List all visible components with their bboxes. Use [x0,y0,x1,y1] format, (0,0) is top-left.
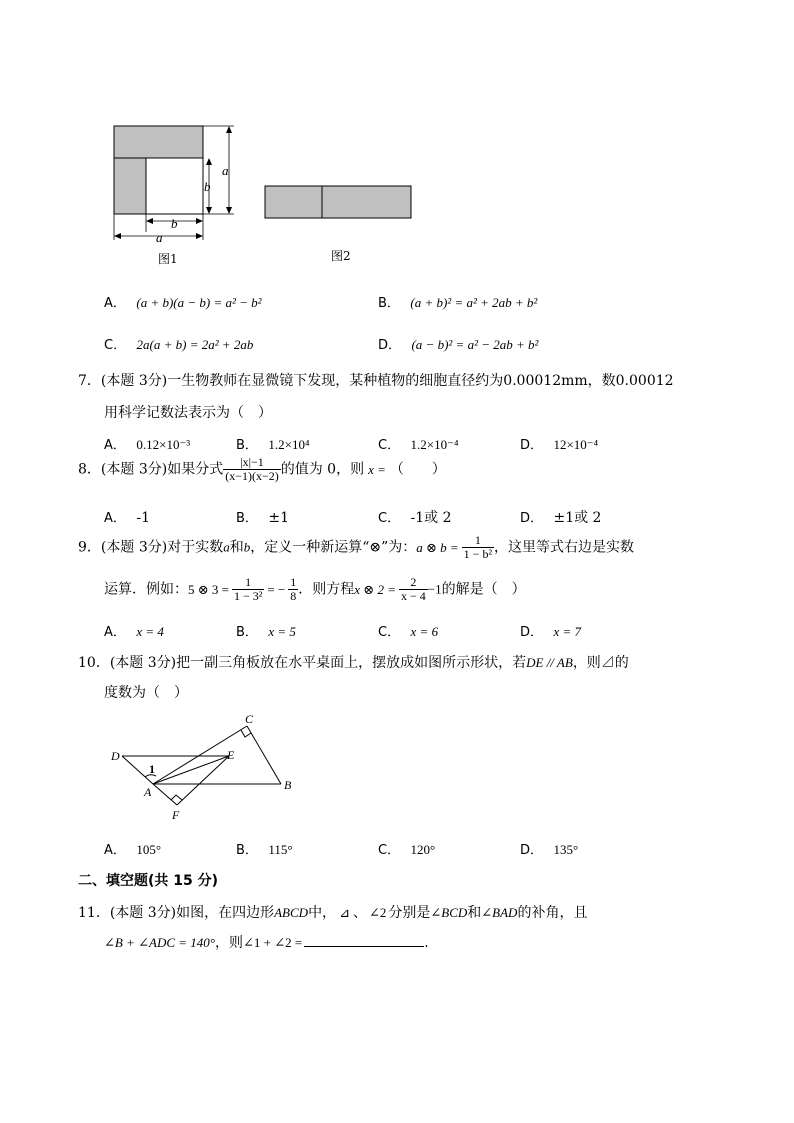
fraction-numerator: |x|−1 [223,456,281,470]
option-text: ±1 [268,510,290,526]
q8-option-d [520,507,601,527]
option-text: 1.2×10⁻⁴ [410,437,459,452]
option-text: (a + b)(a − b) = a² − b² [136,295,262,310]
q10-line-2: 度数为（ ） [104,685,188,701]
line-fe [177,756,229,805]
option-text: x = 4 [136,624,164,639]
fraction-denominator: 8 [290,589,297,604]
option-text: (a − b)² = a² − 2ab + b² [411,337,539,352]
fraction-def [462,534,494,561]
fraction-numerator: 1 [290,575,297,589]
fig1-label-a-bottom: a [156,230,163,245]
q10-option-d [520,839,578,858]
label-d: D [111,749,120,763]
fraction-denominator: (x−1)(x−2) [225,469,279,484]
q6-option-b [378,292,537,311]
figure-1-caption: 图1 [158,252,178,266]
q7-option-d [520,434,598,453]
text-and: 和 [467,905,482,921]
answer-blank[interactable] [304,934,424,947]
fig1-left-bar [114,158,146,214]
option-label: D． [520,843,544,858]
fig1-label-a-right: a [222,163,229,178]
fraction-example [232,576,264,603]
label-1: 1 [149,762,155,776]
option-label: B． [236,511,258,526]
math-var-b: b [243,539,251,555]
fig2-right-rect [322,186,411,218]
option-text: -1 [136,510,150,526]
given-equation: ∠B + ∠ADC = 140° [104,935,215,950]
option-text: 12×10⁻⁴ [553,437,599,452]
q10-line-1 [78,652,629,672]
q8-option-b [236,507,289,526]
quad-name: ABCD [274,905,309,920]
equation-lhs: x ⊗ 2 = [354,581,396,597]
fraction-denominator: 1 − b² [463,547,493,562]
fig1-label-b-bottom: b [171,216,178,231]
q8-option-a [104,507,150,526]
line-af [153,784,177,805]
question-text: 运算．例如： [104,581,188,598]
option-label: C． [104,338,127,353]
question-text-2: ，定义一种新运算“⊗”为： [250,539,417,556]
option-label: C． [378,438,401,453]
question-text: (本题 3分)如图，在四边形 [109,905,275,921]
angle-1: ⊿ [339,905,350,920]
period: . [424,935,429,951]
q7-option-c [378,434,459,453]
option-text: x = 6 [410,624,439,639]
option-label: D． [520,438,544,453]
angle-2: ∠2 [368,905,387,920]
q11-line-1 [78,902,587,922]
option-text: 135° [553,842,579,857]
question-text: ，则 [214,935,243,951]
text-and: 和 [229,539,244,556]
option-text: x = 5 [268,624,296,639]
fraction [223,456,281,483]
option-label: B． [236,438,258,453]
question-text-3: 分别是 [388,905,431,921]
figure-2 [262,183,414,221]
question-text-2: ，则⊿的 [572,655,629,671]
q6-option-d [378,334,538,353]
question-text: (本题 3分)对于实数 [100,539,224,556]
label-a: A [144,785,152,799]
question-text-2: 中， [308,905,337,921]
target-expr: ∠1 + ∠2 = [242,935,303,950]
option-label: C． [378,511,401,526]
math-var: x = [368,461,386,477]
figure-2-caption: 图2 [331,249,351,263]
q9-option-b [236,621,296,640]
fig2-left-rect [265,186,322,218]
parallel-expr: DE // AB [526,655,573,670]
fig1-top-bar [114,126,203,158]
q6-option-a [104,292,262,311]
math-var-a: a [223,539,230,555]
option-label: B． [378,296,400,311]
option-label: A． [104,843,126,858]
q9-line-1 [78,534,634,561]
q9-line-2 [104,576,526,603]
fraction-equation [399,576,428,603]
option-label: D． [520,625,544,640]
q10-triangle-figure [105,710,305,825]
q9-option-a [104,621,164,640]
equation-tail: −1 [427,581,442,597]
option-text: 120° [410,842,436,857]
question-number: 9． [78,539,101,556]
option-label: A． [104,296,126,311]
q7-line-2: 用科学记数法表示为（ ） [104,405,272,421]
q9-option-d [520,621,581,640]
fraction-denominator: x − 4 [400,589,426,604]
fraction-denominator: 1 − 3² [233,589,263,604]
option-text: 0.12×10⁻³ [136,437,191,452]
label-c: C [245,712,254,726]
option-label: A． [104,511,126,526]
option-label: D． [520,511,544,526]
separator: 、 [352,905,367,921]
option-text: x = 7 [553,624,582,639]
option-label: C． [378,843,401,858]
question-text-3: ，这里等式右边是实数 [494,539,635,556]
example-eq: = − [267,581,286,597]
question-text: (本题 3分)一生物教师在显微镜下发现，某种植物的细胞直径约为0.00012mm，数0.00012 [100,373,674,389]
question-number: 8． [78,461,101,478]
fraction-numerator: 1 [462,534,494,548]
question-text-3: 的解是（ ） [441,581,526,598]
figure-1 [100,118,250,248]
line-cb [247,726,281,784]
example-lhs: 5 ⊗ 3 = [188,581,229,597]
q7-option-b [236,434,310,453]
angle-bad: ∠BAD [481,905,518,920]
option-label: B． [236,625,258,640]
question-number: 10． [78,655,110,671]
angle-bcd: ∠BCD [430,905,468,920]
section-2-title: 二、填空题(共 15 分) [78,873,219,889]
fig1-label-b-right: b [204,179,211,194]
question-text-2: 的值为 0，则 [280,461,365,478]
q9-option-c [378,621,438,640]
q6-option-c [104,334,253,353]
option-label: D． [378,338,402,353]
question-text-4: 的补角，且 [517,905,588,921]
label-b: B [284,778,292,792]
option-text: ±1或 2 [553,510,602,526]
fraction-numerator: 2 [399,576,428,590]
option-text: 2a(a + b) = 2a² + 2ab [136,337,254,352]
right-angle-f [171,795,182,800]
question-number: 7． [78,373,101,389]
q10-option-a [104,839,161,858]
q8-option-c [378,507,452,527]
option-text: -1或 2 [410,510,452,526]
q7-line-1 [78,370,674,390]
option-label: C． [378,625,401,640]
option-text: 115° [268,842,293,857]
label-e: E [227,748,235,762]
q8-line [78,456,446,483]
q10-option-c [378,839,435,858]
question-text-2: ．则方程 [298,581,355,598]
question-text: (本题 3分)把一副三角板放在水平桌面上，摆放成如图所示形状，若 [109,655,527,671]
answer-paren: （ ） [389,461,446,478]
q10-option-b [236,839,293,858]
q11-line-2 [104,932,429,952]
option-text: 105° [136,842,162,857]
q7-option-a [104,434,190,453]
def-lhs: a ⊗ b = [416,539,459,555]
fraction-numerator: 1 [232,576,264,590]
option-text: 1.2×10⁴ [268,437,310,452]
question-number: 11． [78,905,110,921]
option-label: A． [104,625,126,640]
fig1-white-square [146,158,203,214]
option-label: A． [104,438,126,453]
option-text: (a + b)² = a² + 2ab + b² [410,295,538,310]
option-label: B． [236,843,258,858]
label-f: F [172,808,180,822]
fraction-example-2 [288,576,298,603]
question-text: (本题 3分)如果分式 [100,461,224,478]
